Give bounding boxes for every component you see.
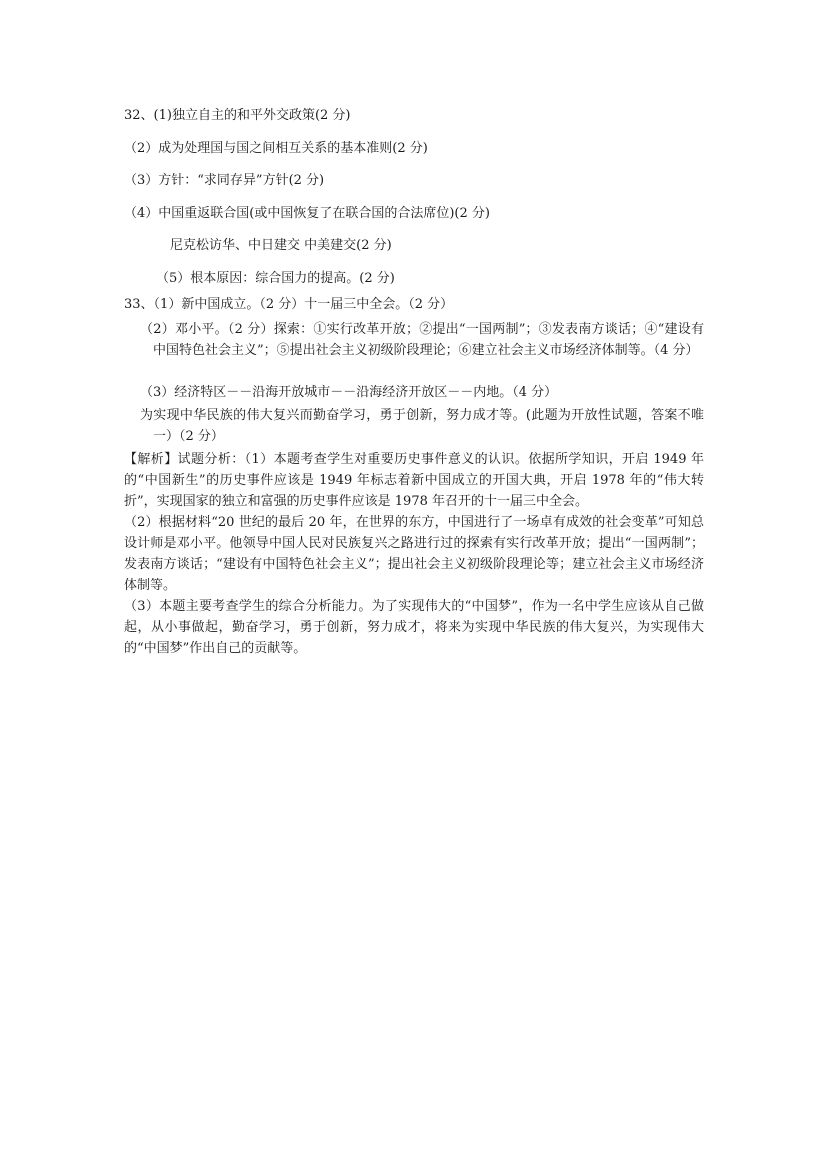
- q33-part2-text: （2）邓小平。（2 分）探索：①实行改革开放；②提出“一国两制”；③发表南方谈话；④“建设有中国特色社会主义”；⑤提出社会主义初级阶段理论；⑥建立社会主义市场经济体制等。（4 分）: [140, 322, 704, 358]
- q33-head: 33、（1）新中国成立。（2 分）十一届三中全会。（2 分）: [124, 297, 454, 312]
- q32-line-1: 32、(1)独立自主的和平外交政策(2 分): [124, 108, 351, 123]
- q32-line-2: （2）成为处理国与国之间相互关系的基本准则(2 分): [124, 141, 428, 156]
- q33-part2: [140, 319, 704, 361]
- q32-line-5: 尼克松访华、中日建交 中美建交(2 分): [170, 238, 392, 253]
- q33-part3: （3）经济特区－－沿海开放城市－－沿海经济开放区－－内地。（4 分）: [140, 385, 558, 400]
- analysis-section: [124, 449, 704, 659]
- analysis-p2: （2）根据材料“20 世纪的最后 20 年，在世界的东方，中国进行了一场卓有成效的社会变革”可知总设计师是邓小平。他领导中国人民对民族复兴之路进行过的探索有实行改革开放；提出“一国两制”；发表南方谈话；“建设有中国特色社会主义”；提出社会主义初级阶段理论等；建立社会主义市场经济体制等。: [124, 515, 704, 593]
- q32-line-6: （5）根本原因：综合国力的提高。(2 分): [156, 271, 395, 286]
- q32-line-3: （3）方针：“求同存异”方针(2 分): [124, 173, 325, 188]
- q33-part4: [140, 405, 704, 447]
- q33-part4-text: 为实现中华民族的伟大复兴而勤奋学习，勇于创新，努力成才等。(此题为开放性试题，答案不唯一）（2 分）: [140, 408, 704, 444]
- analysis-p1: 【解析】试题分析：（1）本题考查学生对重要历史事件意义的认识。依据所学知识，开启 1949 年的“中国新生”的历史事件应该是 1949 年标志着新中国成立的开国大典，开启 1978 年的“伟大转折”，实现国家的独立和富强的历史事件应该是 1978 年召开的十一届三中全会。: [124, 452, 704, 509]
- q32-line-4: （4）中国重返联合国(或中国恢复了在联合国的合法席位)(2 分): [124, 206, 490, 221]
- analysis-p3: （3）本题主要考查学生的综合分析能力。为了实现伟大的“中国梦”，作为一名中学生应该从自己做起，从小事做起，勤奋学习，勇于创新，努力成才，将来为实现中华民族的伟大复兴，为实现伟大的“中国梦”作出自己的贡献等。: [124, 599, 704, 656]
